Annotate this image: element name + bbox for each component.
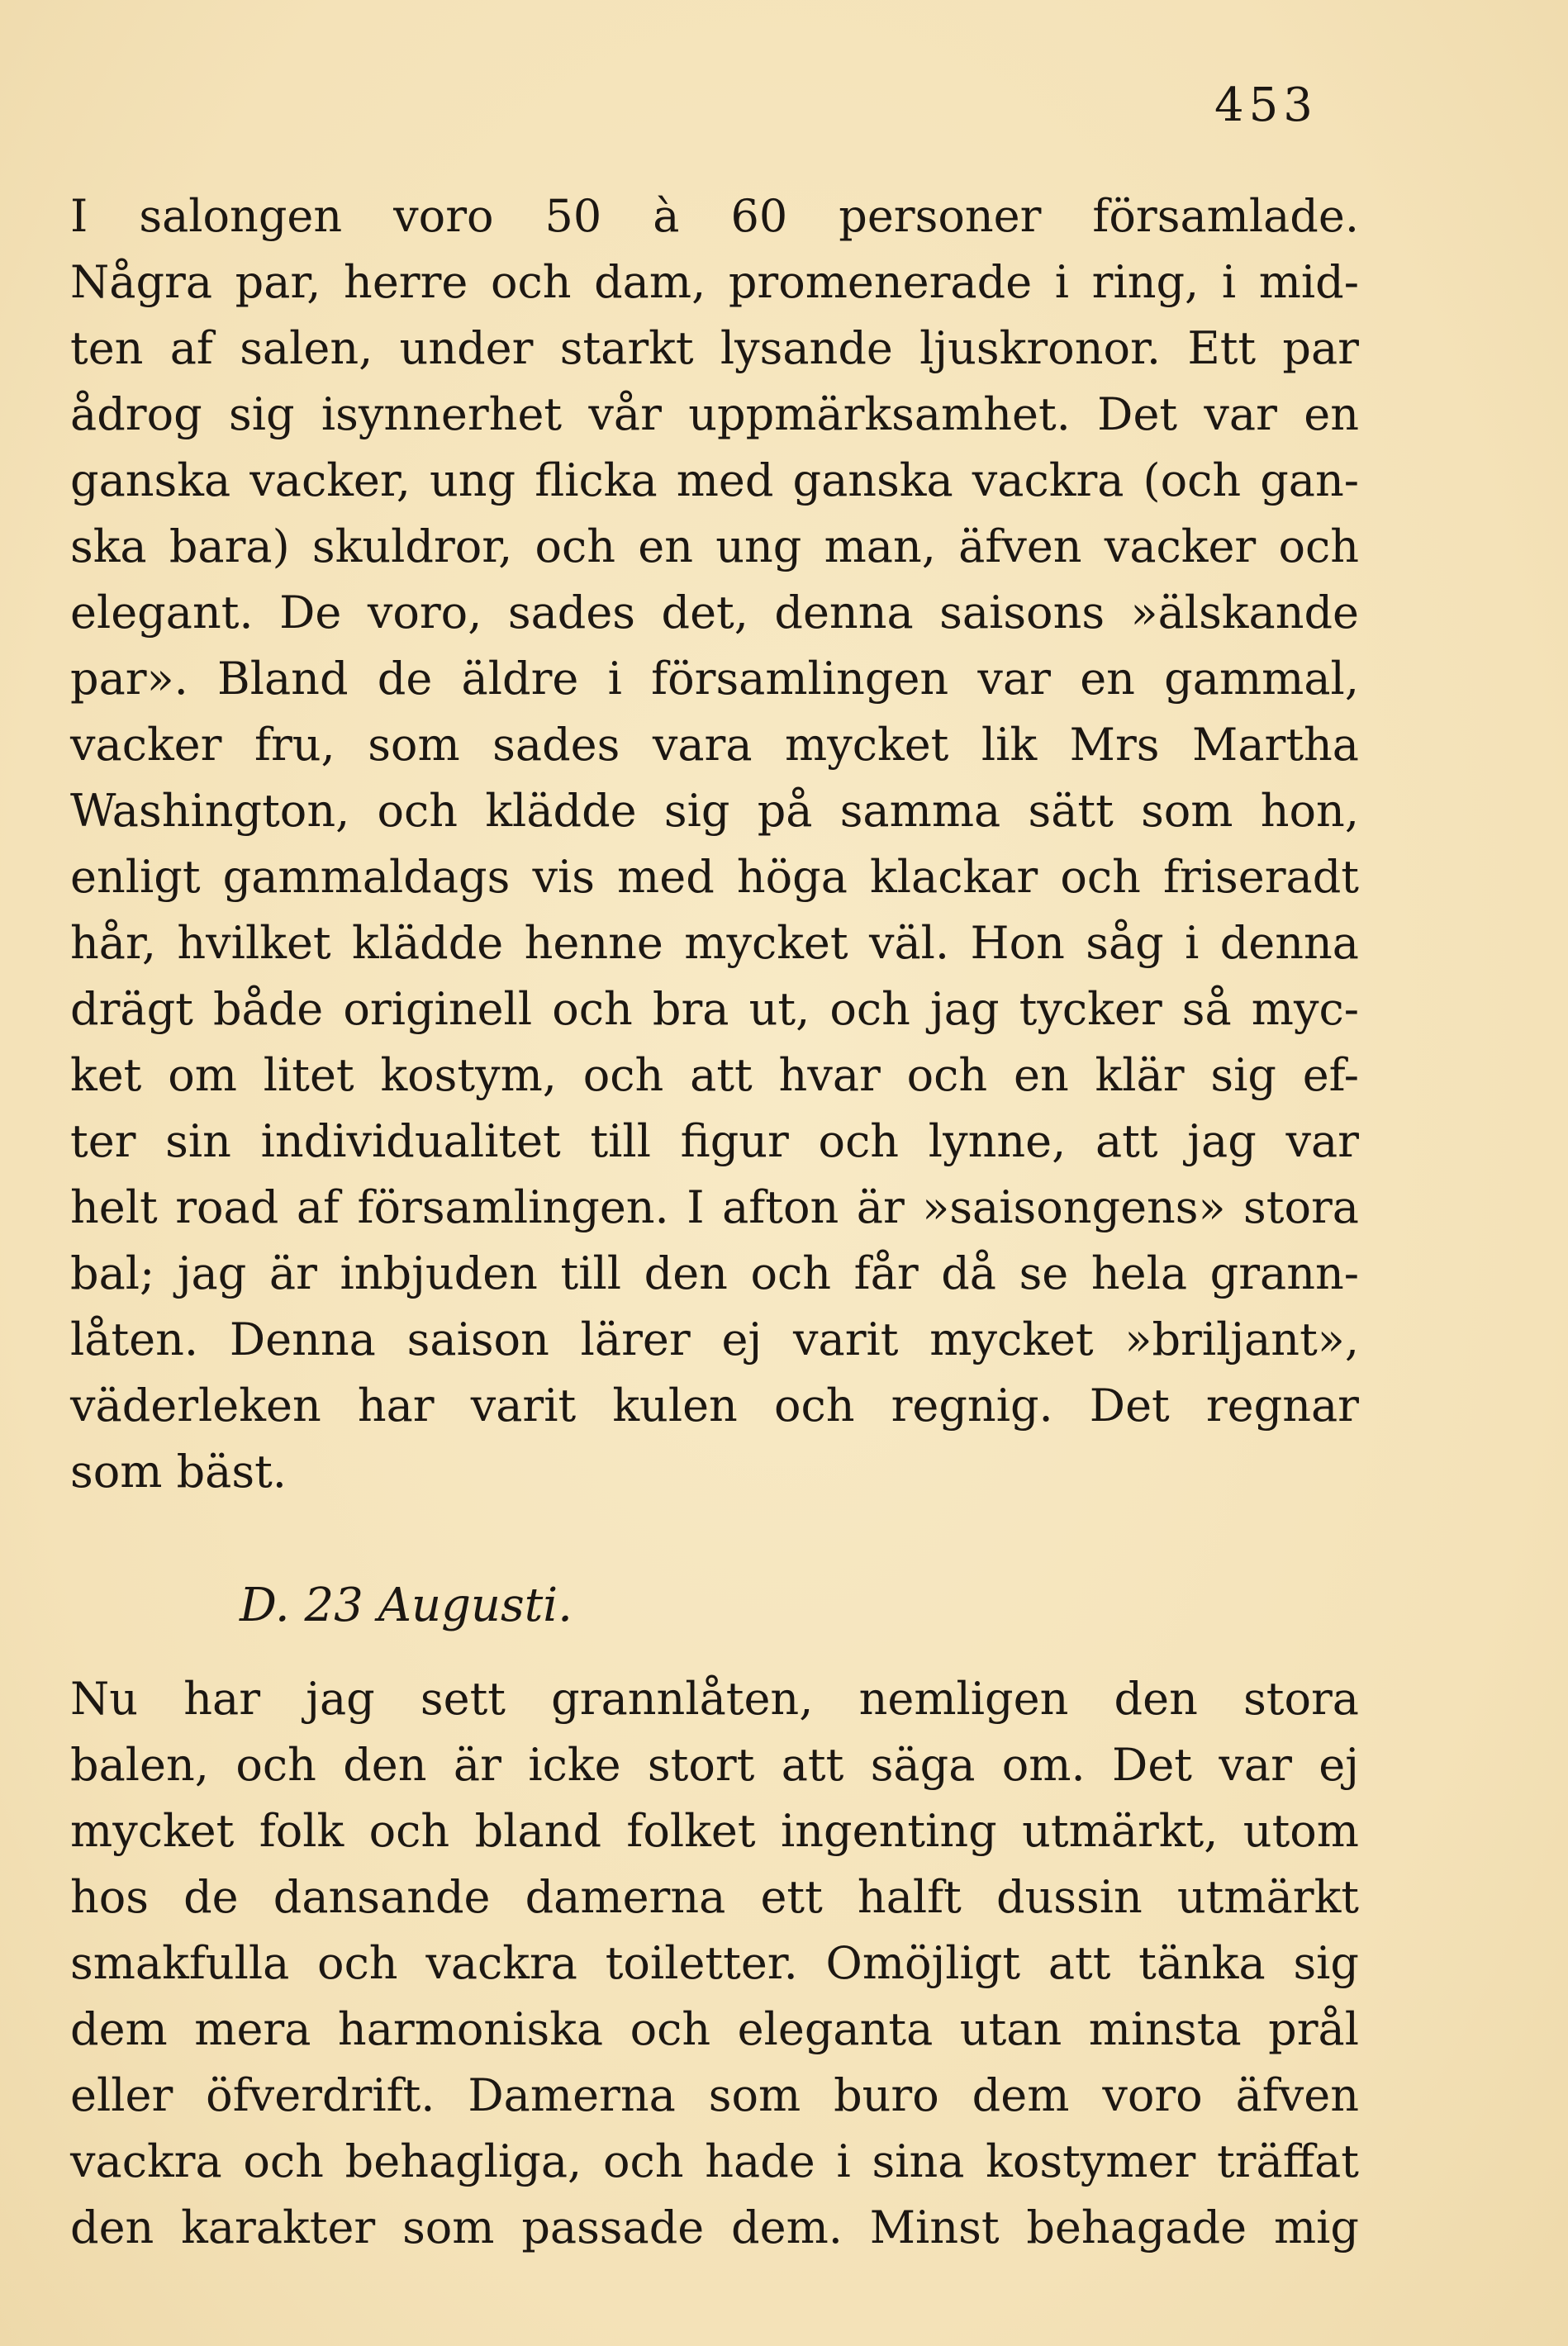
text-line: hår, hvilket klädde henne mycket väl. Hon såg i denna — [70, 917, 1359, 969]
text-line: enligt gammaldags vis med höga klackar och friseradt — [70, 851, 1359, 903]
text-block-entry-1 — [70, 183, 1359, 1505]
text-line: som bäst. — [70, 1446, 287, 1498]
text-line: dem mera harmoniska och eleganta utan minsta prål — [70, 2003, 1359, 2055]
text-line: balen, och den är icke stort att säga om. Det var ej — [70, 1739, 1359, 1791]
text-line: hos de dansande damerna ett halft dussin utmärkt — [70, 1871, 1359, 1923]
text-line: Washington, och klädde sig på samma sätt som hon, — [70, 785, 1359, 837]
text-line: låten. Denna saison lärer ej varit mycket »briljant», — [70, 1313, 1359, 1365]
text-line: ket om litet kostym, och att hvar och en klär sig ef- — [70, 1049, 1359, 1101]
text-line: drägt både originell och bra ut, och jag tycker så myc- — [70, 983, 1359, 1035]
text-line: helt road af församlingen. I afton är »saisongens» stora — [70, 1181, 1359, 1233]
text-line: eller öfverdrift. Damerna som buro dem voro äfven — [70, 2069, 1359, 2121]
entry-dateline: D. 23 Augusti. — [240, 1579, 573, 1632]
text-line: bal; jag är inbjuden till den och får då se hela grann- — [70, 1247, 1359, 1299]
text-line: ganska vacker, ung flicka med ganska vackra (och gan- — [70, 454, 1359, 506]
text-line: mycket folk och bland folket ingenting utmärkt, utom — [70, 1805, 1359, 1857]
text-line: par». Bland de äldre i församlingen var en gammal, — [70, 653, 1359, 705]
text-line: I salongen voro 50 à 60 personer församlade. — [70, 190, 1359, 242]
text-line: ådrog sig isynnerhet vår uppmärksamhet. Det var en — [70, 388, 1359, 440]
text-line: den karakter som passade dem. Minst behagade mig — [70, 2201, 1359, 2253]
text-line: smakfulla och vackra toiletter. Omöjligt att tänka sig — [70, 1937, 1359, 1989]
text-block-entry-2 — [70, 1666, 1359, 2261]
text-line: Nu har jag sett grannlåten, nemligen den stora — [70, 1673, 1359, 1725]
page-number: 453 — [1214, 78, 1318, 132]
text-line: ten af salen, under starkt lysande ljuskronor. Ett par — [70, 322, 1359, 374]
text-line: elegant. De voro, sades det, denna saisons »älskande — [70, 586, 1359, 639]
text-line: väderleken har varit kulen och regnig. Det regnar — [70, 1380, 1359, 1432]
text-line: ter sin individualitet till figur och lynne, att jag var — [70, 1115, 1359, 1167]
text-line: Några par, herre och dam, promenerade i ring, i mid- — [70, 256, 1359, 308]
text-line: vackra och behagliga, och hade i sina kostymer träffat — [70, 2135, 1359, 2187]
text-line: vacker fru, som sades vara mycket lik Mrs Martha — [70, 719, 1359, 771]
text-line: ska bara) skuldror, och en ung man, äfven vacker och — [70, 520, 1359, 572]
